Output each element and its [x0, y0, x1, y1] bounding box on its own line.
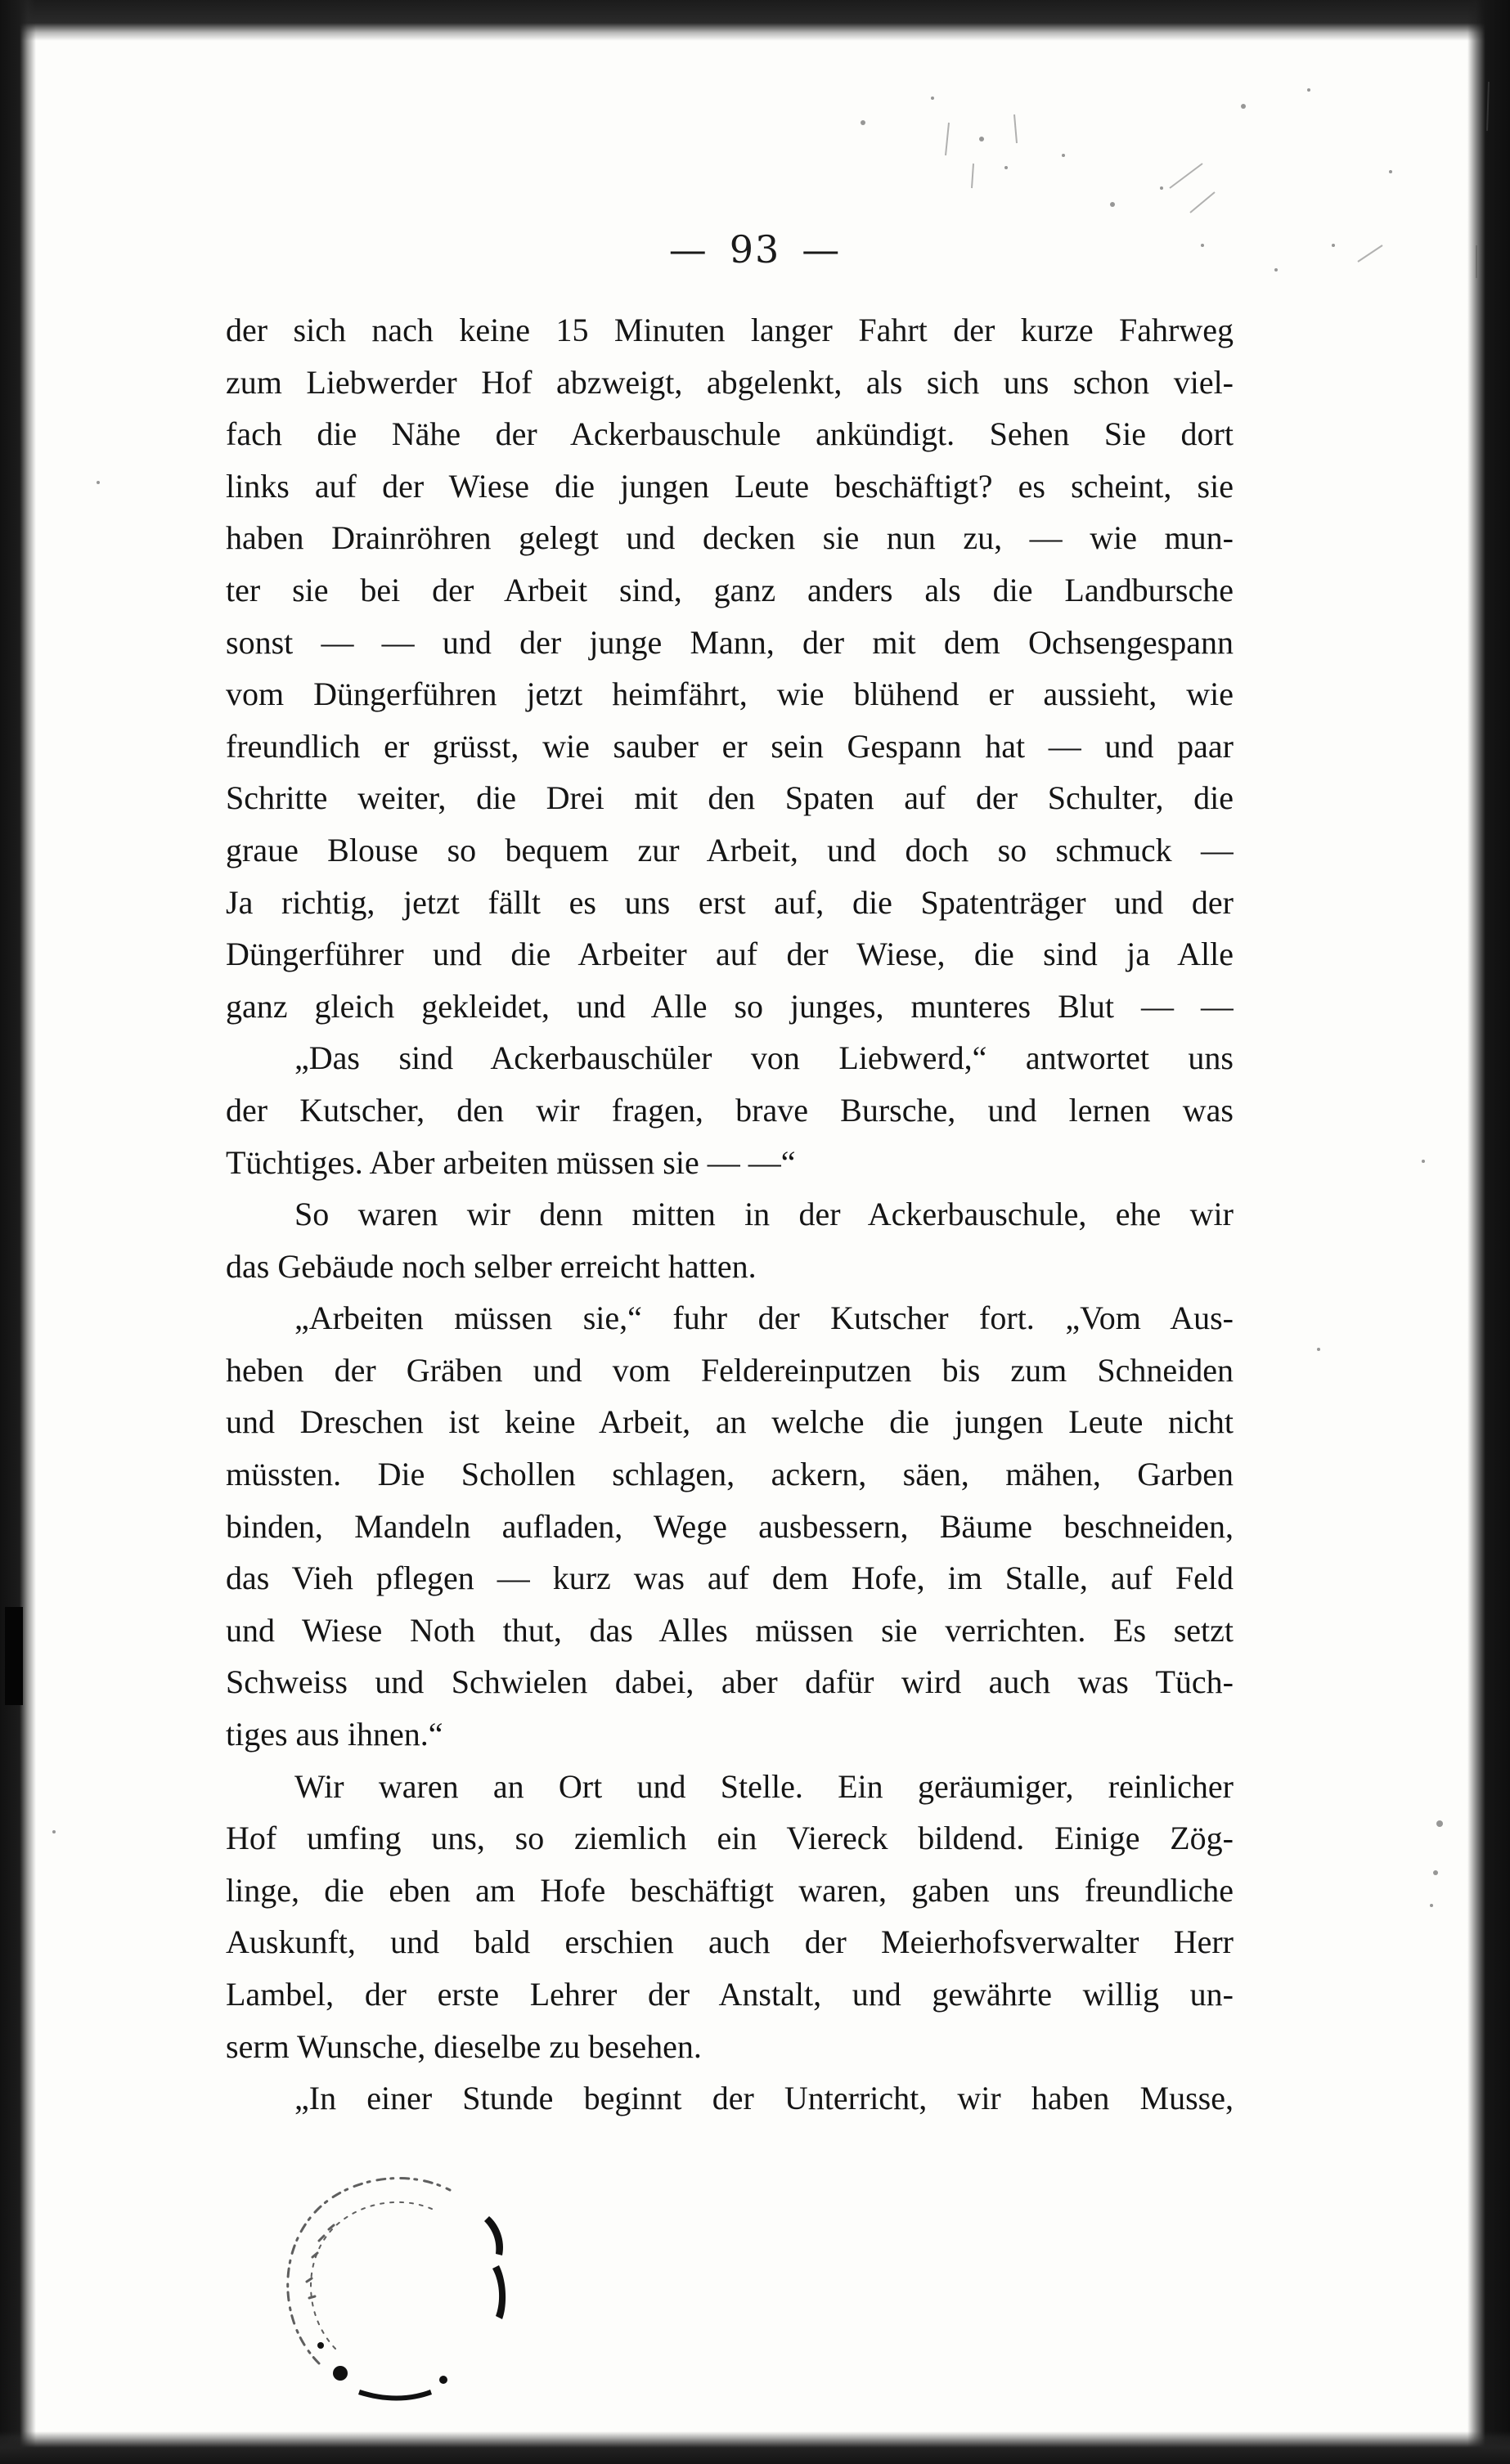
text-line: Düngerführer und die Arbeiter auf der Wiese, die sind ja Alle: [226, 936, 1234, 973]
text-line: das Vieh pflegen — kurz was auf dem Hofe, im Stalle, auf Feld: [226, 1560, 1234, 1597]
text-line: serm Wunsche, dieselbe zu besehen.: [226, 2027, 702, 2065]
paragraph: [226, 304, 1234, 1032]
text-line: „In einer Stunde beginnt der Unterricht, wir haben Musse,: [294, 2080, 1234, 2117]
page-number: [0, 227, 1510, 272]
text-line: linge, die eben am Hofe beschäftigt waren, gaben uns freundliche: [226, 1871, 1234, 1909]
paragraph: [226, 1292, 1234, 1760]
text-line: haben Drainröhren gelegt und decken sie nun zu, — wie mun-: [226, 519, 1234, 557]
page-number-dash-right: —: [802, 227, 842, 272]
text-line: tiges aus ihnen.“: [226, 1716, 443, 1753]
library-stamp: [270, 2159, 540, 2404]
text-line: der sich nach keine 15 Minuten langer Fahrt der kurze Fahrweg: [226, 312, 1234, 348]
text-line: und Dreschen ist keine Arbeit, an welche die jungen Leute nicht: [226, 1403, 1234, 1441]
text-line: Hof umfing uns, so ziemlich ein Viereck bildend. Einige Zög-: [226, 1820, 1234, 1857]
text-line: Tüchtiges. Aber arbeiten müssen sie — —“: [226, 1143, 796, 1181]
page-number-dash-left: —: [668, 227, 708, 272]
paragraph: [226, 1032, 1234, 1188]
text-line: heben der Gräben und vom Feldereinputzen bis zum Schneiden: [226, 1351, 1234, 1389]
page-number-value: 93: [729, 227, 781, 272]
text-line: binden, Mandeln aufladen, Wege ausbessern, Bäume beschneiden,: [226, 1507, 1234, 1545]
text-line: müssten. Die Schollen schlagen, ackern, säen, mähen, Garben: [226, 1456, 1234, 1493]
text-line: das Gebäude noch selber erreicht hatten.: [226, 1247, 757, 1285]
text-line: links auf der Wiese die jungen Leute beschäftigt? es scheint, sie: [226, 467, 1234, 505]
text-line: „Das sind Ackerbauschüler von Liebwerd,“ antwortet uns: [294, 1039, 1234, 1077]
text-line: fach die Nähe der Ackerbauschule ankündigt. Sehen Sie dort: [226, 415, 1234, 453]
text-line: sonst — — und der junge Mann, der mit dem Ochsengespann: [226, 623, 1234, 661]
text-line: Wir waren an Ort und Stelle. Ein geräumiger, reinlicher: [294, 1767, 1234, 1805]
paragraph: [226, 1188, 1234, 1292]
paragraph: [226, 2072, 1234, 2125]
text-line: ter sie bei der Arbeit sind, ganz anders als die Landbursche: [226, 571, 1234, 608]
text-line: „Arbeiten müssen sie,“ fuhr der Kutscher fort. „Vom Aus-: [294, 1299, 1234, 1337]
text-line: graue Blouse so bequem zur Arbeit, und doch so schmuck —: [226, 831, 1234, 868]
text-line: ganz gleich gekleidet, und Alle so junges, munteres Blut — —: [226, 987, 1234, 1025]
text-line: der Kutscher, den wir fragen, brave Bursche, und lernen was: [226, 1091, 1234, 1129]
body-text: [226, 304, 1234, 2125]
text-line: Schritte weiter, die Drei mit den Spaten auf der Schulter, die: [226, 779, 1234, 817]
paragraph: [226, 1761, 1234, 2073]
text-line: freundlich er grüsst, wie sauber er sein Gespann hat — und paar: [226, 727, 1234, 765]
text-line: So waren wir denn mitten in der Ackerbauschule, ehe wir: [294, 1196, 1234, 1233]
text-line: Schweiss und Schwielen dabei, aber dafür wird auch was Tüch-: [226, 1663, 1234, 1701]
text-line: Ja richtig, jetzt fällt es uns erst auf, die Spatenträger und der: [226, 883, 1234, 921]
text-line: Auskunft, und bald erschien auch der Meierhofsverwalter Herr: [226, 1923, 1234, 1961]
text-line: vom Düngerführen jetzt heimfährt, wie blühend er aussieht, wie: [226, 675, 1234, 713]
text-line: und Wiese Noth thut, das Alles müssen sie verrichten. Es setzt: [226, 1611, 1234, 1649]
text-line: zum Liebwerder Hof abzweigt, abgelenkt, als sich uns schon viel-: [226, 363, 1234, 401]
text-line: Lambel, der erste Lehrer der Anstalt, und gewährte willig un-: [226, 1976, 1234, 2013]
